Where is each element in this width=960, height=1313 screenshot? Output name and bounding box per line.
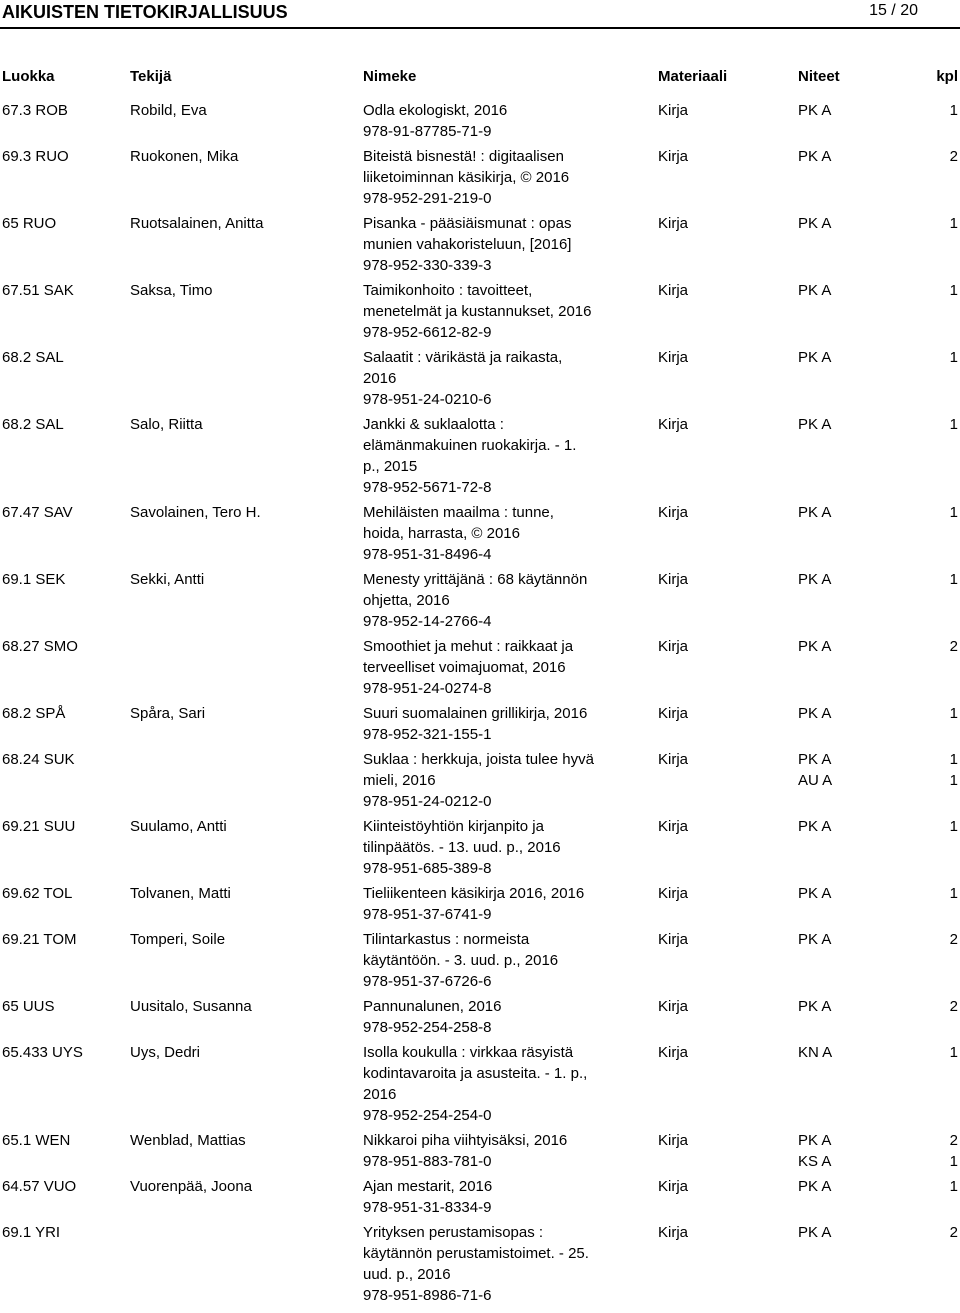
title-line: Salaatit : värikästä ja raikasta, — [363, 349, 563, 366]
table-row — [0, 749, 960, 816]
class-code: 67.47 SAV — [2, 504, 73, 521]
column-header-kpl: kpl — [936, 68, 958, 85]
title-line: Jankki & suklaalotta : — [363, 416, 504, 433]
title-line: munien vahakoristeluun, [2016] — [363, 236, 572, 253]
holdings-location — [798, 347, 831, 368]
material-type: Kirja — [658, 1178, 689, 1195]
holding-code: PK A — [798, 885, 832, 902]
class-code: 68.2 SPÅ — [2, 705, 66, 722]
author: Savolainen, Tero H. — [130, 504, 261, 521]
copy-count — [950, 1222, 958, 1243]
class-code: 65.433 UYS — [2, 1044, 83, 1061]
copy-count-value: 2 — [949, 1132, 958, 1149]
class-code: 65.1 WEN — [2, 1132, 71, 1149]
title-line: Tieliikenteen käsikirja 2016, 2016 — [363, 885, 585, 902]
copy-count-value: 1 — [949, 504, 958, 521]
table-row — [0, 146, 960, 213]
title-line: käytännön perustamistoimet. - 25. — [363, 1245, 589, 1262]
table-row — [0, 569, 960, 636]
class-code: 69.21 TOM — [2, 931, 77, 948]
isbn: 978-91-87785-71-9 — [363, 123, 492, 140]
holdings-location — [798, 280, 831, 301]
holding-code: PK A — [798, 1224, 832, 1241]
author: Tolvanen, Matti — [130, 885, 231, 902]
material-type: Kirja — [658, 102, 689, 119]
class-code: 69.21 SUU — [2, 818, 76, 835]
table-row — [0, 414, 960, 502]
material-type: Kirja — [658, 638, 689, 655]
table-row — [0, 1130, 960, 1176]
holding-code: PK A — [798, 148, 832, 165]
author: Sekki, Antti — [130, 571, 205, 588]
title-line: uud. p., 2016 — [363, 1266, 451, 1283]
holding-code: PK A — [798, 504, 832, 521]
isbn: 978-951-37-6726-6 — [363, 973, 492, 990]
table-row — [0, 636, 960, 703]
table-row — [0, 1042, 960, 1130]
material-type: Kirja — [658, 349, 689, 366]
holdings-location — [798, 146, 831, 167]
column-headers — [0, 68, 960, 88]
title-block — [363, 280, 625, 343]
holding-code: PK A — [798, 751, 832, 768]
title-block — [363, 929, 625, 992]
holdings-location — [798, 929, 831, 950]
copy-count-value: 1 — [949, 1153, 958, 1170]
holding-code: PK A — [798, 818, 832, 835]
isbn: 978-952-330-339-3 — [363, 257, 492, 274]
holdings-location — [798, 883, 831, 904]
holdings-location — [798, 996, 831, 1017]
table-row — [0, 883, 960, 929]
copy-count-value: 2 — [949, 148, 958, 165]
material-type: Kirja — [658, 818, 689, 835]
isbn: 978-951-883-781-0 — [363, 1153, 492, 1170]
table-row — [0, 213, 960, 280]
title-block — [363, 100, 625, 142]
holdings-location — [798, 213, 831, 234]
title-line: Pisanka - pääsiäismunat : opas — [363, 215, 572, 232]
author: Ruotsalainen, Anitta — [130, 215, 264, 232]
isbn: 978-952-14-2766-4 — [363, 613, 492, 630]
title-block — [363, 883, 625, 925]
material-type: Kirja — [658, 215, 689, 232]
class-code: 68.2 SAL — [2, 349, 64, 366]
title-line: käytäntöön. - 3. uud. p., 2016 — [363, 952, 559, 969]
copy-count-value: 1 — [949, 416, 958, 433]
table-row — [0, 280, 960, 347]
table-row — [0, 1176, 960, 1222]
title-block — [363, 414, 625, 498]
title-line: Taimikonhoito : tavoitteet, — [363, 282, 533, 299]
table-row — [0, 703, 960, 749]
class-code: 68.2 SAL — [2, 416, 64, 433]
class-code: 67.3 ROB — [2, 102, 68, 119]
class-code: 68.27 SMO — [2, 638, 78, 655]
table-row — [0, 100, 960, 146]
holding-code: KN A — [798, 1044, 833, 1061]
holding-code: PK A — [798, 638, 832, 655]
isbn: 978-951-31-8496-4 — [363, 546, 492, 563]
copy-count-value: 1 — [949, 102, 958, 119]
holding-code: PK A — [798, 282, 832, 299]
copy-count-value: 2 — [949, 998, 958, 1015]
title-block — [363, 569, 625, 632]
title-line: mieli, 2016 — [363, 772, 436, 789]
copy-count — [950, 569, 958, 590]
title-line: 2016 — [363, 370, 397, 387]
copy-count — [950, 213, 958, 234]
holding-code: PK A — [798, 1132, 832, 1149]
title-line: p., 2015 — [363, 458, 418, 475]
copy-count-value: 2 — [949, 1224, 958, 1241]
column-header-niteet: Niteet — [798, 68, 840, 85]
isbn: 978-952-254-258-8 — [363, 1019, 492, 1036]
copy-count — [950, 883, 958, 904]
holdings-location — [798, 100, 831, 121]
class-code: 64.57 VUO — [2, 1178, 77, 1195]
column-header-tekija: Tekijä — [130, 68, 172, 85]
holding-code: PK A — [798, 998, 832, 1015]
copy-count — [950, 1176, 958, 1197]
holdings-location — [798, 1042, 832, 1063]
class-code: 67.51 SAK — [2, 282, 74, 299]
copy-count-value: 1 — [949, 818, 958, 835]
copy-count — [950, 414, 958, 435]
class-code: 65 UUS — [2, 998, 55, 1015]
title-line: kodintavaroita ja asusteita. - 1. p., — [363, 1065, 588, 1082]
material-type: Kirja — [658, 282, 689, 299]
material-type: Kirja — [658, 705, 689, 722]
isbn: 978-952-321-155-1 — [363, 726, 492, 743]
author: Spåra, Sari — [130, 705, 206, 722]
copy-count-value: 1 — [949, 772, 958, 789]
column-header-luokka: Luokka — [2, 68, 55, 85]
title-block — [363, 502, 625, 565]
title-line: tilinpäätös. - 13. uud. p., 2016 — [363, 839, 561, 856]
title-block — [363, 703, 625, 745]
copy-count — [950, 1130, 958, 1172]
author: Salo, Riitta — [130, 416, 203, 433]
isbn: 978-951-685-389-8 — [363, 860, 492, 877]
title-line: Pannunalunen, 2016 — [363, 998, 502, 1015]
table-row — [0, 816, 960, 883]
holdings-location — [798, 502, 831, 523]
material-type: Kirja — [658, 571, 689, 588]
holdings-location — [798, 703, 831, 724]
holding-code: KS A — [798, 1153, 832, 1170]
material-type: Kirja — [658, 998, 689, 1015]
holding-code: PK A — [798, 416, 832, 433]
author: Uys, Dedri — [130, 1044, 201, 1061]
title-block — [363, 1222, 625, 1306]
isbn: 978-951-37-6741-9 — [363, 906, 492, 923]
copy-count — [950, 347, 958, 368]
table-row — [0, 996, 960, 1042]
author: Vuorenpää, Joona — [130, 1178, 253, 1195]
title-block — [363, 146, 625, 209]
author: Tomperi, Soile — [130, 931, 226, 948]
isbn: 978-952-5671-72-8 — [363, 479, 492, 496]
title-line: Yrityksen perustamisopas : — [363, 1224, 544, 1241]
table-row — [0, 347, 960, 414]
table-row — [0, 502, 960, 569]
header-rule — [0, 27, 960, 29]
class-code: 69.1 SEK — [2, 571, 66, 588]
class-code: 65 RUO — [2, 215, 57, 232]
title-block — [363, 636, 625, 699]
copy-count — [950, 996, 958, 1017]
title-block — [363, 996, 625, 1038]
author: Uusitalo, Susanna — [130, 998, 252, 1015]
title-line: hoida, harrasta, © 2016 — [363, 525, 520, 542]
holding-code: AU A — [798, 772, 833, 789]
author: Robild, Eva — [130, 102, 207, 119]
author: Wenblad, Mattias — [130, 1132, 246, 1149]
title-block — [363, 1130, 625, 1172]
title-line: Suuri suomalainen grillikirja, 2016 — [363, 705, 588, 722]
holding-code: PK A — [798, 571, 832, 588]
author: Saksa, Timo — [130, 282, 213, 299]
title-line: Mehiläisten maailma : tunne, — [363, 504, 554, 521]
title-line: Nikkaroi piha viihtyisäksi, 2016 — [363, 1132, 568, 1149]
table-row — [0, 929, 960, 996]
holding-code: PK A — [798, 1178, 832, 1195]
material-type: Kirja — [658, 931, 689, 948]
holdings-location — [798, 1176, 831, 1197]
copy-count-value: 1 — [949, 705, 958, 722]
column-header-materiaali: Materiaali — [658, 68, 728, 85]
title-line: Kiinteistöyhtiön kirjanpito ja — [363, 818, 544, 835]
title-line: 2016 — [363, 1086, 397, 1103]
title-block — [363, 1042, 625, 1126]
copy-count — [950, 636, 958, 657]
isbn: 978-952-291-219-0 — [363, 190, 492, 207]
title-block — [363, 749, 625, 812]
title-line: ohjetta, 2016 — [363, 592, 450, 609]
copy-count-value: 1 — [949, 885, 958, 902]
copy-count-value: 1 — [949, 1044, 958, 1061]
author: Ruokonen, Mika — [130, 148, 239, 165]
title-line: elämänmakuinen ruokakirja. - 1. — [363, 437, 577, 454]
class-code: 69.3 RUO — [2, 148, 69, 165]
copy-count — [950, 929, 958, 950]
copy-count — [950, 816, 958, 837]
material-type: Kirja — [658, 504, 689, 521]
title-block — [363, 816, 625, 879]
holdings-location — [798, 569, 831, 590]
title-block — [363, 1176, 625, 1218]
material-type: Kirja — [658, 885, 689, 902]
copy-count — [950, 502, 958, 523]
title-line: Isolla koukulla : virkkaa räsyistä — [363, 1044, 574, 1061]
copy-count — [950, 749, 958, 791]
isbn: 978-952-6612-82-9 — [363, 324, 492, 341]
title-line: Ajan mestarit, 2016 — [363, 1178, 493, 1195]
holding-code: PK A — [798, 931, 832, 948]
copy-count — [950, 280, 958, 301]
holdings-location — [798, 1130, 831, 1172]
holdings-location — [798, 1222, 831, 1243]
copy-count-value: 1 — [949, 1178, 958, 1195]
title-line: Biteistä bisnestä! : digitaalisen — [363, 148, 564, 165]
copy-count-value: 2 — [949, 931, 958, 948]
class-code: 69.62 TOL — [2, 885, 73, 902]
holding-code: PK A — [798, 102, 832, 119]
copy-count — [950, 146, 958, 167]
catalog-list — [0, 100, 960, 1310]
holdings-location — [798, 816, 831, 837]
page-number: 15 / 20 — [869, 2, 918, 19]
holding-code: PK A — [798, 349, 832, 366]
isbn: 978-952-254-254-0 — [363, 1107, 492, 1124]
holdings-location — [798, 749, 832, 791]
isbn: 978-951-24-0210-6 — [363, 391, 492, 408]
title-line: terveelliset voimajuomat, 2016 — [363, 659, 566, 676]
copy-count-value: 1 — [949, 215, 958, 232]
title-line: Odla ekologiskt, 2016 — [363, 102, 508, 119]
title-line: menetelmät ja kustannukset, 2016 — [363, 303, 592, 320]
material-type: Kirja — [658, 751, 689, 768]
copy-count — [950, 1042, 958, 1063]
title-block — [363, 347, 625, 410]
copy-count-value: 1 — [949, 282, 958, 299]
title-block — [363, 213, 625, 276]
holdings-location — [798, 636, 831, 657]
holding-code: PK A — [798, 705, 832, 722]
material-type: Kirja — [658, 416, 689, 433]
copy-count-value: 1 — [949, 751, 958, 768]
copy-count — [950, 703, 958, 724]
isbn: 978-951-31-8334-9 — [363, 1199, 492, 1216]
title-line: liiketoiminnan käsikirja, © 2016 — [363, 169, 570, 186]
column-header-nimeke: Nimeke — [363, 68, 417, 85]
title-line: Tilintarkastus : normeista — [363, 931, 530, 948]
page-title: AIKUISTEN TIETOKIRJALLISUUS — [2, 2, 288, 22]
title-line: Menesty yrittäjänä : 68 käytännön — [363, 571, 588, 588]
table-row — [0, 1222, 960, 1310]
copy-count-value: 1 — [949, 349, 958, 366]
title-line: Smoothiet ja mehut : raikkaat ja — [363, 638, 574, 655]
copy-count-value: 1 — [949, 571, 958, 588]
class-code: 68.24 SUK — [2, 751, 75, 768]
material-type: Kirja — [658, 148, 689, 165]
holdings-location — [798, 414, 831, 435]
holding-code: PK A — [798, 215, 832, 232]
title-line: Suklaa : herkkuja, joista tulee hyvä — [363, 751, 594, 768]
material-type: Kirja — [658, 1224, 689, 1241]
copy-count — [950, 100, 958, 121]
class-code: 69.1 YRI — [2, 1224, 61, 1241]
author: Suulamo, Antti — [130, 818, 227, 835]
page-header — [0, 0, 960, 28]
material-type: Kirja — [658, 1044, 689, 1061]
isbn: 978-951-24-0274-8 — [363, 680, 492, 697]
isbn: 978-951-24-0212-0 — [363, 793, 492, 810]
isbn: 978-951-8986-71-6 — [363, 1287, 492, 1304]
copy-count-value: 2 — [949, 638, 958, 655]
material-type: Kirja — [658, 1132, 689, 1149]
